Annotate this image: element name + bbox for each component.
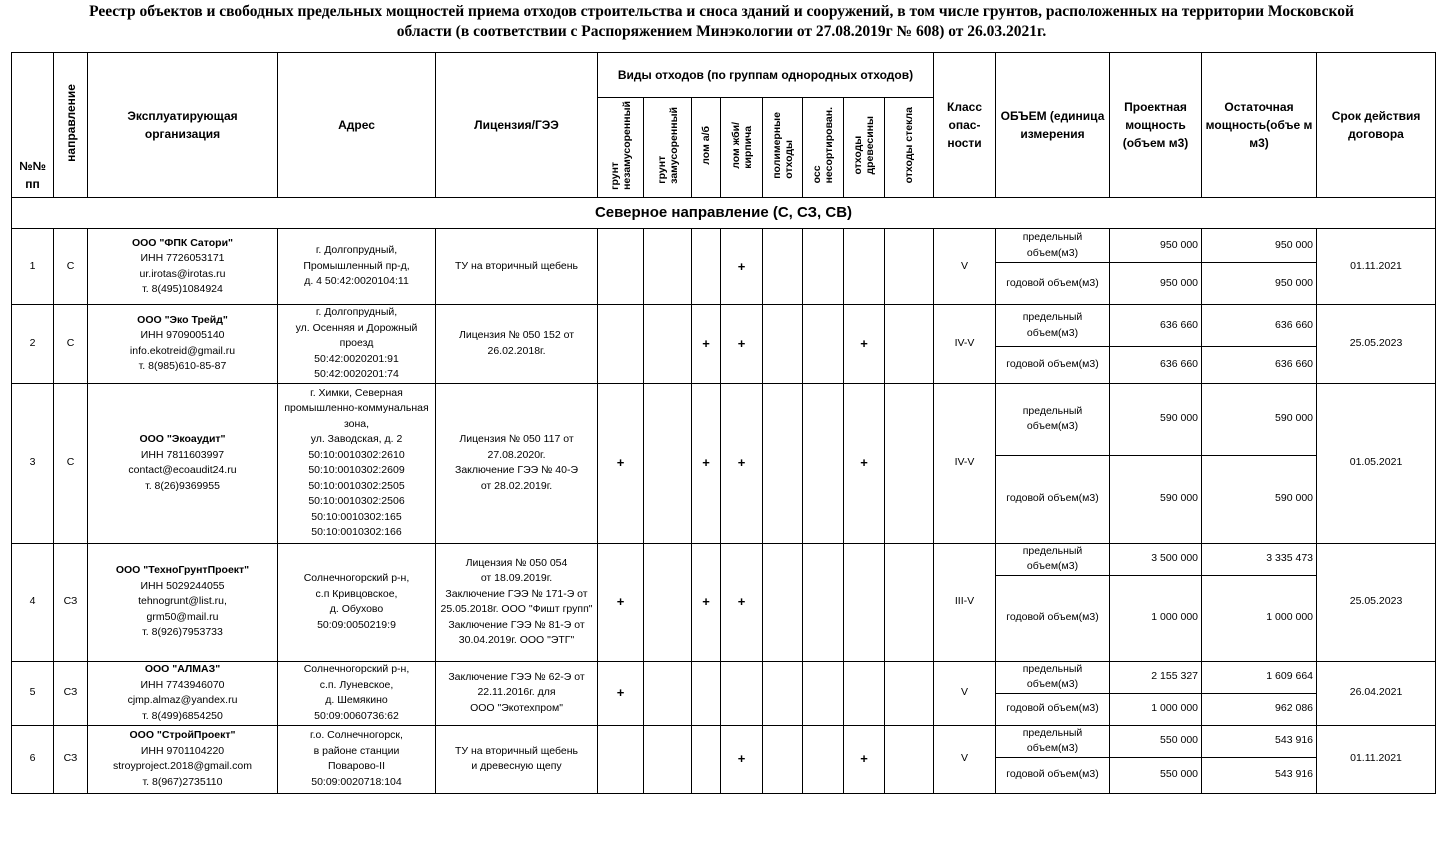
table-row — [12, 725, 1436, 757]
text-line: ИНН 9709005140 — [140, 329, 225, 342]
volume-label-limit: предельный объем(м3) — [996, 725, 1110, 757]
text-line: т. 8(495)1084924 — [142, 283, 223, 295]
waste-mark — [763, 305, 803, 384]
text-line: Лицензия № 050 054 — [465, 556, 568, 569]
hazard-class: IV-V — [934, 305, 996, 384]
text-line: т. 8(985)610-85-87 — [138, 360, 227, 373]
address-cell — [278, 383, 436, 543]
waste-mark: + — [721, 725, 763, 793]
row-direction: С — [54, 383, 88, 543]
remaining-capacity-limit: 950 000 — [1202, 229, 1317, 263]
design-capacity-annual: 1 000 000 — [1110, 693, 1202, 725]
waste-mark — [598, 229, 644, 305]
waste-mark: + — [598, 661, 644, 725]
waste-mark — [763, 229, 803, 305]
contract-term: 26.04.2021 — [1317, 661, 1436, 725]
design-capacity-annual: 636 660 — [1110, 347, 1202, 383]
address-cell — [278, 229, 436, 305]
waste-mark — [844, 543, 885, 661]
volume-label-annual: годовой объем(м3) — [996, 455, 1110, 543]
waste-mark: + — [721, 229, 763, 305]
org-cell — [88, 305, 278, 384]
table-row — [12, 383, 1436, 455]
row-direction: СЗ — [54, 661, 88, 725]
text-line: проезд — [339, 337, 374, 349]
hazard-class: V — [934, 661, 996, 725]
text-line: ООО "Экотехпром" — [470, 701, 563, 714]
waste-mark — [803, 725, 844, 793]
remaining-capacity-limit: 3 335 473 — [1202, 543, 1317, 575]
contract-term: 01.11.2021 — [1317, 725, 1436, 793]
text-line: Поварово-II — [328, 760, 385, 772]
text-line: д. Шемякино — [325, 694, 388, 706]
address-cell — [278, 543, 436, 661]
text-line: 50:10:0010302:2610 — [308, 448, 405, 461]
text-line: Заключение ГЭЭ № 81-Э от — [448, 618, 585, 631]
text-line: 50:42:0020201:91 — [314, 352, 399, 365]
design-capacity-annual: 1 000 000 — [1110, 575, 1202, 661]
org-name: ООО "АЛМАЗ" — [144, 663, 221, 675]
waste-mark — [803, 305, 844, 384]
header-hazard: Класс опас-ности — [934, 53, 996, 198]
text-line: ТУ на вторичный щебень — [455, 744, 578, 757]
text-line: 25.05.2018г. ООО "Фишт групп" — [440, 603, 593, 615]
header-waste-types: Виды отходов (по группам однородных отходов) — [598, 53, 934, 98]
org-cell — [88, 725, 278, 793]
text-line: 26.02.2018г. — [487, 344, 546, 357]
text-line: Солнечногорский р-н, — [303, 572, 410, 584]
header-num: №№ пп — [12, 53, 54, 198]
org-cell — [88, 383, 278, 543]
design-capacity-limit: 3 500 000 — [1110, 543, 1202, 575]
text-line: tehnogrunt@list.ru, — [138, 595, 227, 608]
address-cell — [278, 661, 436, 725]
waste-mark — [803, 383, 844, 543]
waste-mark — [763, 543, 803, 661]
hazard-class: V — [934, 725, 996, 793]
text-line: ИНН 7743946070 — [140, 678, 225, 691]
header-waste-col: лом жби/ кирпича — [721, 98, 763, 198]
text-line: т. 8(26)9369955 — [145, 479, 220, 492]
table-row — [12, 661, 1436, 693]
row-num: 5 — [12, 661, 54, 725]
design-capacity-annual: 950 000 — [1110, 263, 1202, 305]
volume-label-limit: предельный объем(м3) — [996, 229, 1110, 263]
text-line: т. 8(499)6854250 — [142, 709, 223, 722]
text-line: г. Долгопрудный, — [315, 244, 398, 257]
row-num: 3 — [12, 383, 54, 543]
waste-mark — [885, 305, 934, 384]
row-num: 1 — [12, 229, 54, 305]
waste-mark — [598, 725, 644, 793]
text-line: т. 8(967)2735110 — [142, 775, 223, 788]
waste-mark — [803, 543, 844, 661]
row-num: 6 — [12, 725, 54, 793]
waste-mark: + — [844, 725, 885, 793]
remaining-capacity-limit: 590 000 — [1202, 383, 1317, 455]
header-contract-term: Срок действия договора — [1317, 53, 1436, 198]
org-cell — [88, 543, 278, 661]
text-line: 50:10:0010302:2505 — [308, 479, 405, 492]
waste-mark: + — [844, 383, 885, 543]
waste-mark — [885, 229, 934, 305]
waste-mark — [598, 305, 644, 384]
header-waste-col: грунт незамусоренный — [598, 98, 644, 198]
text-line: Лицензия № 050 117 от — [459, 433, 574, 445]
remaining-capacity-annual: 543 916 — [1202, 757, 1317, 793]
org-name: ООО "ТехноГрунтПроект" — [115, 564, 250, 577]
header-license: Лицензия/ГЭЭ — [436, 53, 598, 198]
license-cell — [436, 305, 598, 384]
table-row — [12, 229, 1436, 263]
text-line: Промышленный пр-д, — [303, 259, 410, 272]
text-line: 50:09:0060736:62 — [314, 709, 399, 722]
text-line: ИНН 9701104220 — [140, 744, 225, 757]
text-line: г. Долгопрудный, — [315, 306, 398, 318]
header-org: Эксплуатирующая организация — [88, 53, 278, 198]
waste-mark — [844, 229, 885, 305]
text-line: ул. Осенняя и Дорожный — [295, 321, 418, 334]
volume-label-limit: предельный объем(м3) — [996, 383, 1110, 455]
text-line: с.п. Луневское, — [319, 678, 394, 691]
document-title — [0, 2, 1443, 42]
text-line: contact@ecoaudit24.ru — [128, 464, 237, 476]
waste-mark: + — [721, 305, 763, 384]
waste-mark: + — [598, 543, 644, 661]
text-line: 50:09:0020718:104 — [311, 775, 402, 788]
text-line: grm50@mail.ru — [146, 610, 219, 623]
waste-mark: + — [844, 305, 885, 384]
waste-mark — [763, 661, 803, 725]
text-line: Лицензия № 050 152 от — [458, 329, 575, 342]
header-waste-col: осс несортирован. — [803, 98, 844, 198]
text-line: г. Химки, Северная — [310, 386, 403, 399]
text-line: и древесную щепу — [471, 760, 562, 772]
header-waste-col: отходы древесины — [844, 98, 885, 198]
header-waste-col: отходы стекла — [885, 98, 934, 198]
hazard-class: III-V — [934, 543, 996, 661]
waste-mark — [644, 383, 692, 543]
volume-label-limit: предельный объем(м3) — [996, 305, 1110, 347]
registry-table — [11, 52, 1436, 794]
volume-label-annual: годовой объем(м3) — [996, 757, 1110, 793]
remaining-capacity-limit: 543 916 — [1202, 725, 1317, 757]
remaining-capacity-annual: 962 086 — [1202, 693, 1317, 725]
text-line: д. 4 50:42:0020104:11 — [304, 275, 409, 288]
text-line: ИНН 7726053171 — [140, 252, 225, 264]
design-capacity-limit: 550 000 — [1110, 725, 1202, 757]
text-line: г.о. Солнечногорск, — [310, 729, 403, 741]
waste-mark — [803, 229, 844, 305]
waste-mark — [644, 543, 692, 661]
waste-mark — [644, 661, 692, 725]
header-address: Адрес — [278, 53, 436, 198]
remaining-capacity-annual: 1 000 000 — [1202, 575, 1317, 661]
header-design-capacity: Проектная мощность (объем м3) — [1110, 53, 1202, 198]
text-line: 27.08.2020г. — [487, 448, 546, 461]
text-line: info.ekotreid@gmail.ru — [129, 344, 236, 357]
text-line: Заключение ГЭЭ № 171-Э от — [445, 587, 588, 600]
text-line: от 28.02.2019г. — [480, 479, 553, 492]
remaining-capacity-annual: 636 660 — [1202, 347, 1317, 383]
text-line: 50:10:0010302:2506 — [308, 495, 405, 507]
header-waste-col: лом а/б — [692, 98, 721, 198]
text-line: ТУ на вторичный щебень — [455, 259, 578, 272]
waste-mark: + — [721, 383, 763, 543]
text-line: Солнечногорский р-н, — [303, 663, 410, 675]
text-line: 50:09:0050219:9 — [317, 618, 396, 631]
text-line: ur.irotas@irotas.ru — [139, 267, 226, 280]
contract-term: 25.05.2023 — [1317, 543, 1436, 661]
design-capacity-limit: 590 000 — [1110, 383, 1202, 455]
volume-label-annual: годовой объем(м3) — [996, 263, 1110, 305]
text-line: зона, — [343, 417, 370, 430]
volume-label-limit: предельный объем(м3) — [996, 661, 1110, 693]
hazard-class: IV-V — [934, 383, 996, 543]
org-cell — [88, 229, 278, 305]
row-num: 2 — [12, 305, 54, 384]
design-capacity-limit: 636 660 — [1110, 305, 1202, 347]
row-direction: С — [54, 305, 88, 384]
design-capacity-limit: 2 155 327 — [1110, 661, 1202, 693]
text-line: Заключение ГЭЭ № 40-Э — [455, 464, 578, 476]
header-volume: ОБЪЕМ (единица измерения — [996, 53, 1110, 198]
waste-mark — [885, 543, 934, 661]
org-name: ООО "ФПК Сатори" — [131, 236, 234, 249]
remaining-capacity-limit: 1 609 664 — [1202, 661, 1317, 693]
text-line: cjmp.almaz@yandex.ru — [127, 694, 238, 706]
volume-label-limit: предельный объем(м3) — [996, 543, 1110, 575]
text-line: промышленно-коммунальная — [284, 402, 429, 414]
waste-mark — [692, 661, 721, 725]
license-cell — [436, 229, 598, 305]
waste-mark — [763, 725, 803, 793]
waste-mark — [803, 661, 844, 725]
remaining-capacity-limit: 636 660 — [1202, 305, 1317, 347]
waste-mark: + — [692, 383, 721, 543]
title-line-2: области (в соответствии с Распоряжением Минэкологии от 27.08.2019г № 608) от 26.03.2021г. — [396, 23, 1047, 40]
waste-mark — [885, 661, 934, 725]
contract-term: 25.05.2023 — [1317, 305, 1436, 384]
header-direction: направление — [54, 53, 88, 198]
waste-mark — [644, 305, 692, 384]
waste-mark: + — [692, 543, 721, 661]
design-capacity-annual: 550 000 — [1110, 757, 1202, 793]
row-direction: С — [54, 229, 88, 305]
license-cell — [436, 383, 598, 543]
design-capacity-annual: 590 000 — [1110, 455, 1202, 543]
design-capacity-limit: 950 000 — [1110, 229, 1202, 263]
license-cell — [436, 661, 598, 725]
contract-term: 01.05.2021 — [1317, 383, 1436, 543]
table-row — [12, 543, 1436, 575]
text-line: 30.04.2019г. ООО "ЭТГ" — [458, 634, 575, 646]
text-line: ул. Заводская, д. 2 — [310, 433, 403, 445]
text-line: ИНН 5029244055 — [140, 579, 225, 592]
text-line: 50:10:0010302:166 — [311, 526, 402, 538]
waste-mark — [763, 383, 803, 543]
header-waste-col: полимерные отходы — [763, 98, 803, 198]
text-line: с.п Кривцовское, — [315, 587, 398, 600]
hazard-class: V — [934, 229, 996, 305]
org-name: ООО "Экоаудит" — [139, 433, 226, 445]
text-line: от 18.09.2019г. — [480, 572, 553, 584]
text-line: 22.11.2016г. для — [477, 686, 556, 699]
table-row — [12, 305, 1436, 347]
org-name: ООО "СтройПроект" — [129, 729, 236, 741]
license-cell — [436, 543, 598, 661]
waste-mark — [692, 229, 721, 305]
address-cell — [278, 725, 436, 793]
row-num: 4 — [12, 543, 54, 661]
volume-label-annual: годовой объем(м3) — [996, 347, 1110, 383]
text-line: ИНН 7811603997 — [140, 448, 225, 461]
text-line: 50:42:0020201:74 — [314, 368, 399, 380]
row-direction: СЗ — [54, 725, 88, 793]
text-line: д. Обухово — [329, 603, 384, 615]
header-waste-col: грунт замусоренный — [644, 98, 692, 198]
waste-mark — [885, 383, 934, 543]
waste-mark — [644, 229, 692, 305]
contract-term: 01.11.2021 — [1317, 229, 1436, 305]
license-cell — [436, 725, 598, 793]
text-line: Заключение ГЭЭ № 62-Э от — [448, 670, 585, 683]
section-title: Северное направление (С, СЗ, СВ) — [12, 198, 1436, 229]
address-cell — [278, 305, 436, 384]
waste-mark — [844, 661, 885, 725]
text-line: т. 8(926)7953733 — [142, 626, 223, 639]
waste-mark: + — [598, 383, 644, 543]
header-remaining-capacity: Остаточная мощность(объе м м3) — [1202, 53, 1317, 198]
title-line-1: Реестр объектов и свободных предельных мощностей приема отходов строительства и сноса зданий и сооружений, в том числе грунтов, расположенных на территории Московской — [89, 3, 1354, 20]
text-line: 50:10:0010302:2609 — [308, 464, 405, 476]
waste-mark — [721, 661, 763, 725]
waste-mark — [692, 725, 721, 793]
remaining-capacity-annual: 590 000 — [1202, 455, 1317, 543]
volume-label-annual: годовой объем(м3) — [996, 693, 1110, 725]
waste-mark — [644, 725, 692, 793]
waste-mark: + — [721, 543, 763, 661]
waste-mark: + — [692, 305, 721, 384]
org-name: ООО "Эко Трейд" — [137, 313, 228, 326]
waste-mark — [885, 725, 934, 793]
row-direction: СЗ — [54, 543, 88, 661]
text-line: stroyproject.2018@gmail.com — [112, 760, 253, 772]
volume-label-annual: годовой объем(м3) — [996, 575, 1110, 661]
text-line: в районе станции — [313, 744, 400, 757]
remaining-capacity-annual: 950 000 — [1202, 263, 1317, 305]
text-line: 50:10:0010302:165 — [311, 510, 402, 523]
org-cell — [88, 661, 278, 725]
